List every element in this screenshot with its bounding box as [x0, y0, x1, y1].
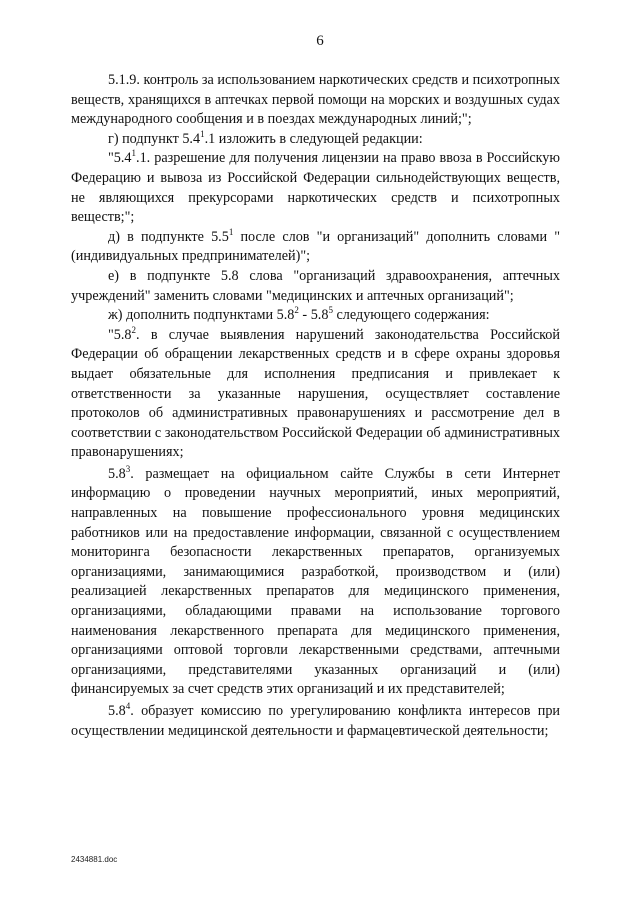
- paragraph-5-8-3: $5.8^3$. размещает на официальном сайте Службы в сети Интернет информацию о проведении научных мероприятий, иных мероприятий, направленных на повышение профессионального уровня медицинских работников или на предоставление информации, связанной с осуществлением мониторинга безопасности лекарственных препаратов, организуемых организациями, занимающимися разработкой, производством и (или) реализацией лекарственных препаратов для медицинского применения, организациями, обладающими правами на использование торгового наименования лекарственного препарата для медицинского применения, организациями оптовой торговли лекарственными средствами, аптечными организациями, представителями указанных организаций и (или) финансируемых за счет средств этих организаций и их представителей;: [71, 463, 560, 698]
- paragraph-5-8-2: "$5.8^2$. в случае выявления нарушений законодательства Российской Федерации об обращении лекарственных средств и в сфере охраны здоровья выдает обязательные для исполнения предписания и привлекает к ответственности за указанные нарушения, осуществляет составление протоколов об административных правонарушениях и рассмотрение дел в соответствии с законодательством Российской Федерации об административных правонарушениях;: [71, 324, 560, 461]
- paragraph-5-1-9: 5.1.9. контроль за использованием наркотических средств и психотропных веществ, хранящихся в аптечках первой помощи на морских и воздушных судах международного сообщения и в поездах международных линий;";: [71, 72, 560, 128]
- superscript: 1: [131, 148, 137, 159]
- superscript: 1: [200, 128, 205, 139]
- superscript: 2: [131, 324, 137, 335]
- paragraph-5-8-4: $5.8^4$. образует комиссию по урегулированию конфликта интересов при осуществлении медицинской деятельности и фармацевтической деятельности;: [71, 701, 560, 739]
- paragraph-item-zh: ж) дополнить подпунктами $5.8^2 - 5.8^5$ следующего содержания:: [108, 305, 490, 324]
- superscript: 4: [125, 701, 131, 711]
- page-number: 6: [316, 33, 324, 49]
- paragraph-item-g: г) подпункт $5.4^1.1$ изложить в следующей редакции:: [108, 128, 423, 147]
- paragraph-item-d: д) в подпункте $5.5^1$ после слов "и организаций" дополнить словами "(индивидуальных предпринимателей)";: [71, 226, 560, 265]
- superscript: 3: [125, 463, 131, 474]
- superscript: 2: [294, 305, 299, 316]
- paragraph-5-4-1-1: "$5.4^1.1$. разрешение для получения лицензии на право ввоза в Российскую Федерацию и вывоза из Российской Федерации сильнодействующих веществ, не являющихся прекурсорами наркотических средств и психотропных веществ;";: [71, 148, 560, 226]
- superscript: 5: [328, 305, 333, 316]
- document-body: [71, 71, 560, 741]
- superscript: 1: [228, 226, 234, 237]
- document-footer-code: 2434881.doc: [71, 855, 118, 864]
- paragraph-item-e: е) в подпункте 5.8 слова "организаций здравоохранения, аптечных учреждений" заменить словами "медицинских и аптечных организаций";: [71, 267, 560, 304]
